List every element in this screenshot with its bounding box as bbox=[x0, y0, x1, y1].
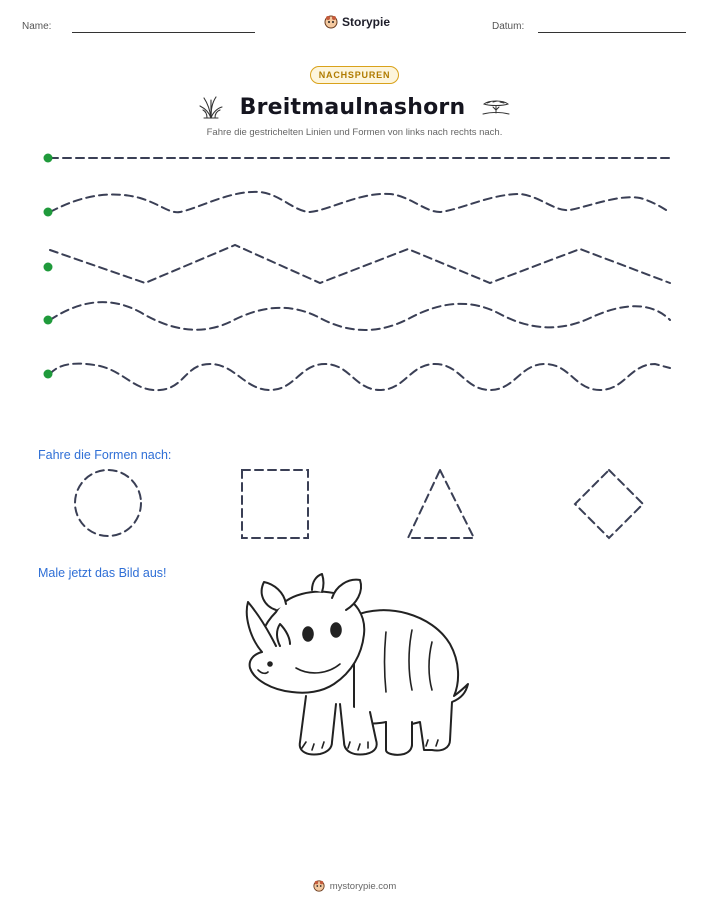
trace-line-wave-2 bbox=[50, 302, 670, 330]
coloring-heading: Male jetzt das Bild aus! bbox=[38, 566, 167, 580]
start-dot bbox=[44, 154, 53, 163]
start-dot bbox=[44, 370, 53, 379]
name-label: Name: bbox=[22, 21, 52, 32]
page-title: Breitmaulnashorn bbox=[239, 94, 466, 120]
date-label: Datum: bbox=[492, 21, 525, 32]
trace-line-zigzag bbox=[50, 245, 670, 283]
footer-url[interactable]: mystorypie.com bbox=[329, 880, 397, 892]
footer bbox=[313, 880, 397, 892]
shapes-heading: Fahre die Formen nach: bbox=[38, 448, 172, 462]
trace-diamond bbox=[575, 470, 643, 538]
brand-name: Storypie bbox=[342, 15, 391, 29]
instruction-text: Fahre die gestrichelten Linien und Formen von links nach rechts nach. bbox=[206, 127, 503, 138]
storypie-logo-icon bbox=[313, 880, 325, 892]
trace-circle bbox=[75, 470, 141, 536]
start-dot bbox=[44, 208, 53, 217]
trace-triangle bbox=[408, 470, 474, 538]
shapes-area[interactable] bbox=[0, 460, 709, 550]
trace-square bbox=[242, 470, 308, 538]
start-dot bbox=[44, 263, 53, 272]
trace-line-wave bbox=[50, 192, 670, 212]
trace-line-bump-wave bbox=[50, 364, 670, 391]
start-dot bbox=[44, 316, 53, 325]
section-badge: NACHSPUREN bbox=[310, 66, 400, 84]
rhino-coloring-image[interactable] bbox=[236, 572, 476, 764]
